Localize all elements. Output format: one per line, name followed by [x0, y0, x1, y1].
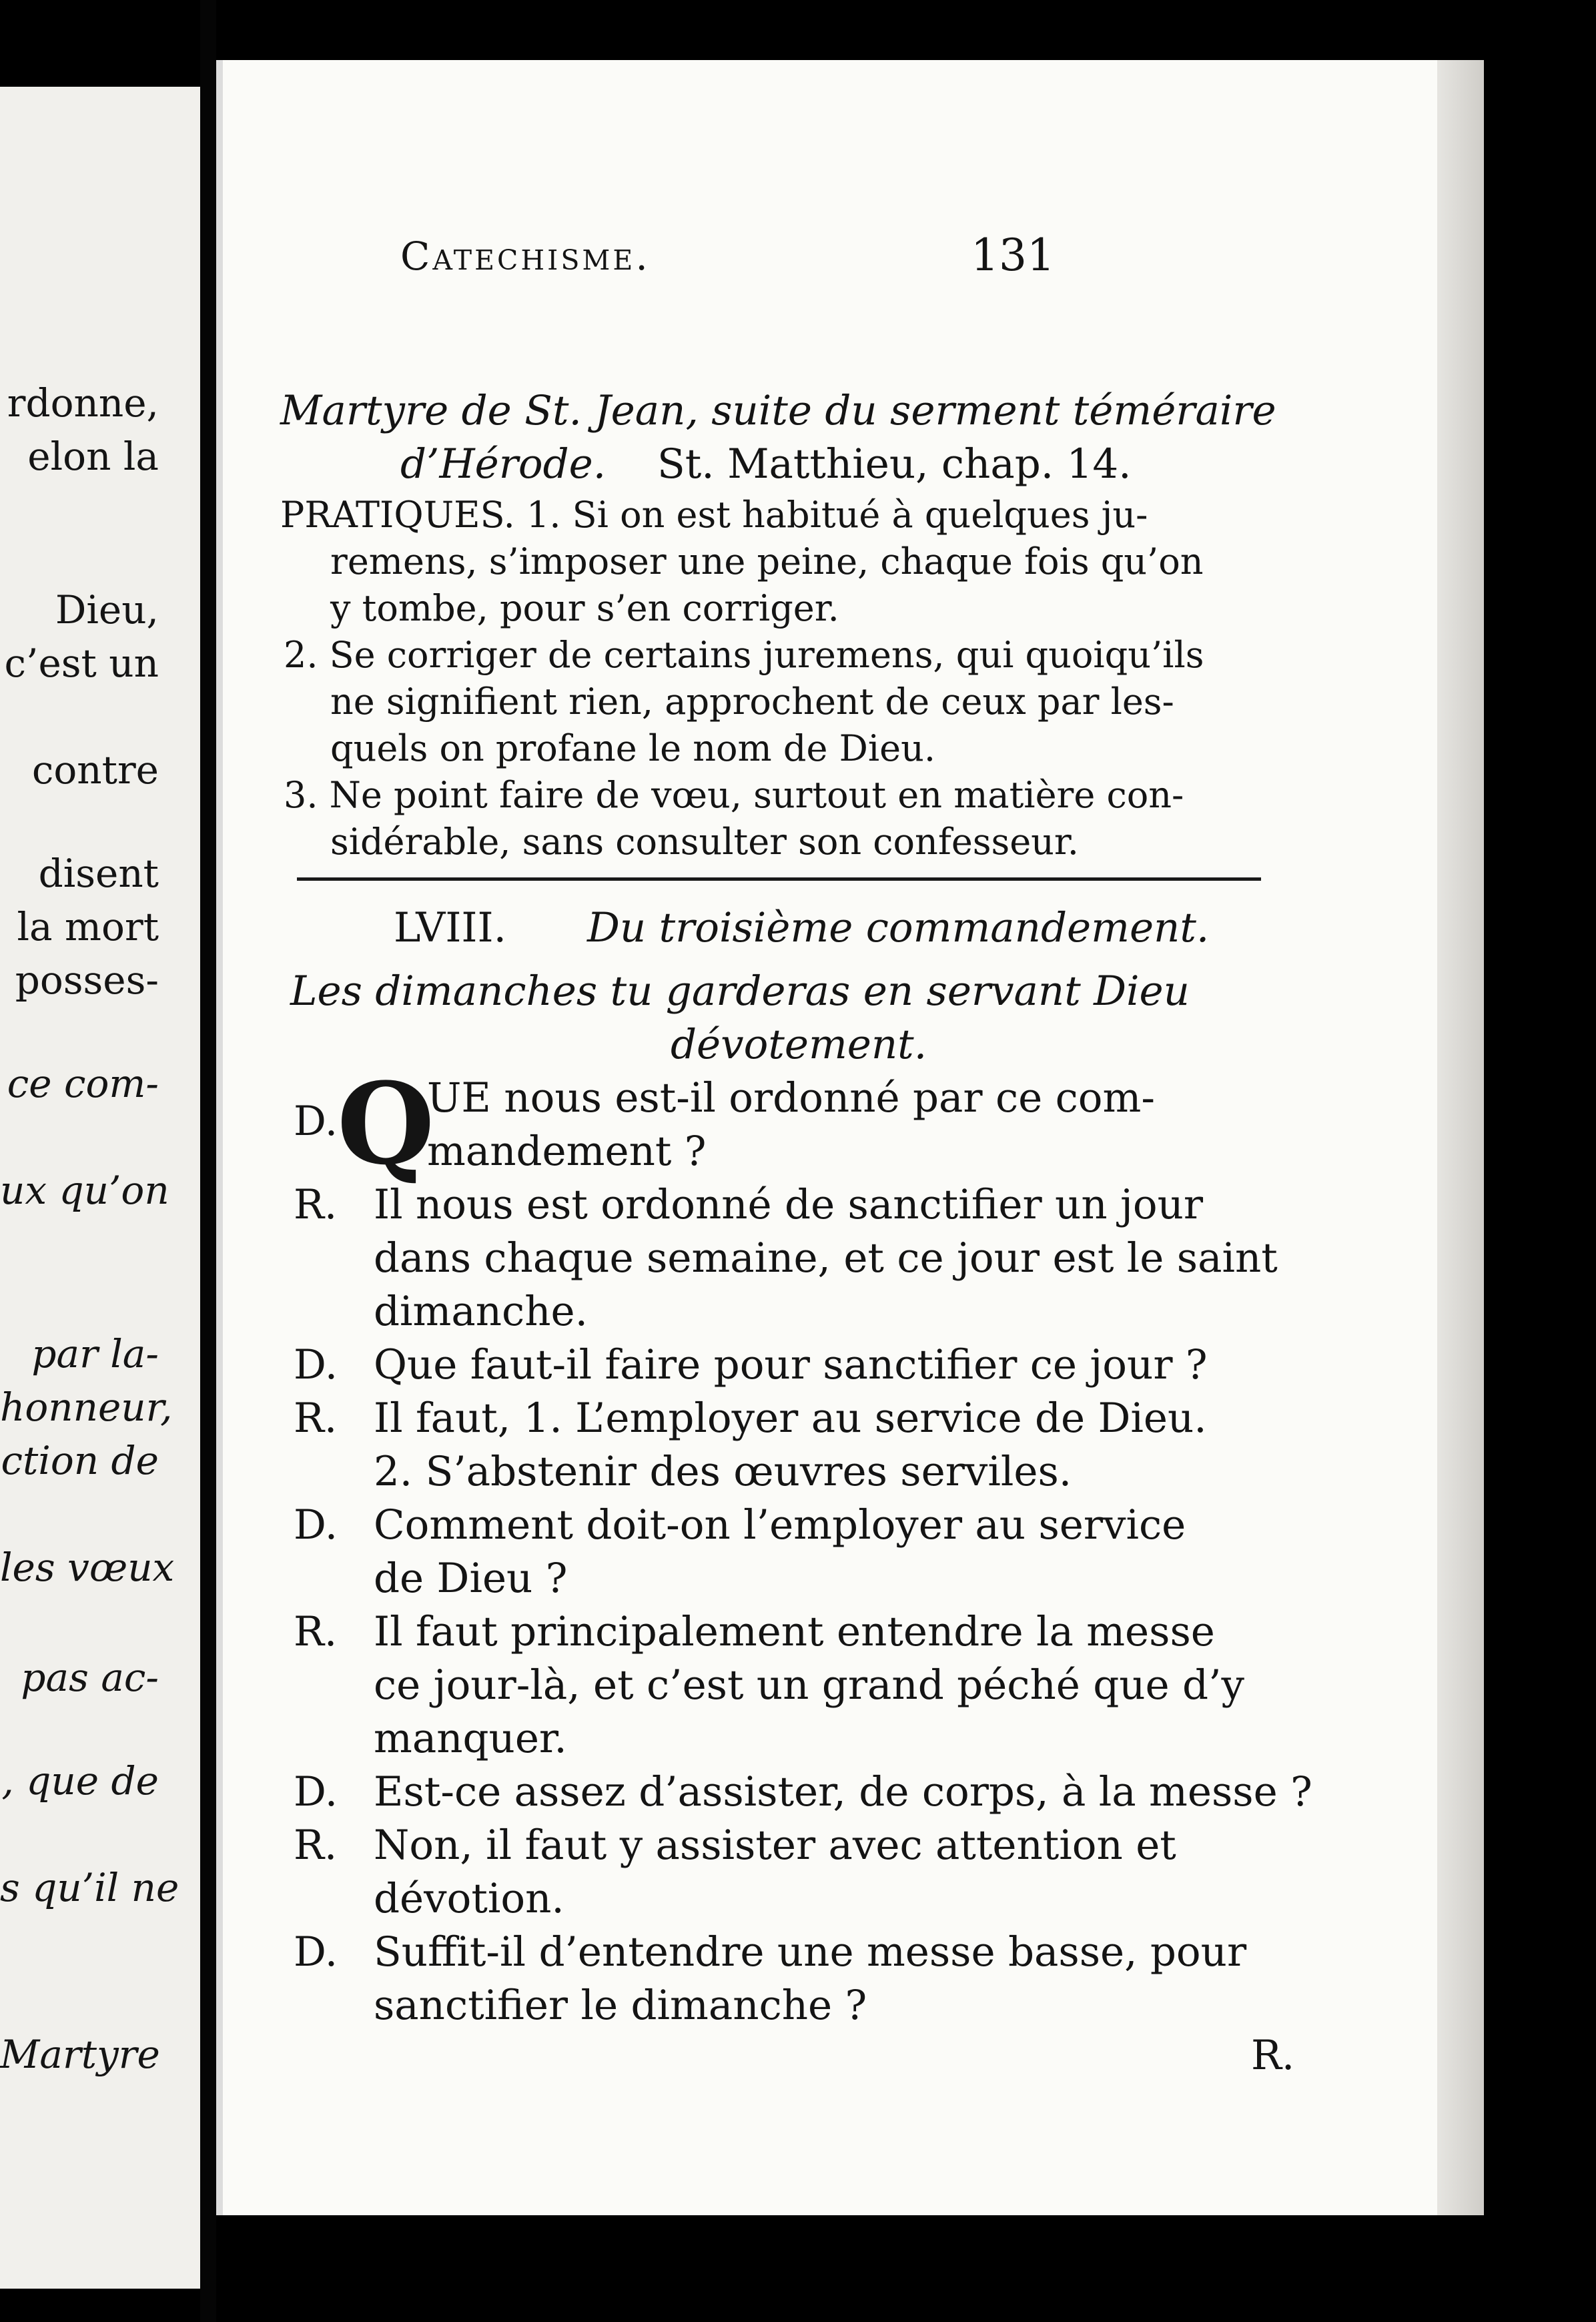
answer-text: Il faut, 1. L’employer au service de Dieu. — [374, 1395, 1207, 1442]
epigraph-line: Les dimanches tu garderas en servant Dieu — [290, 967, 1190, 1015]
catchword: R. — [1251, 2032, 1295, 2079]
left-fragment: disent — [38, 851, 159, 896]
left-fragment: Dieu, — [55, 587, 159, 633]
pratiques-line: ne signifient rien, approchent de ceux par les- — [330, 681, 1174, 723]
left-fragment: honneur, — [0, 1385, 173, 1430]
answer-text: 2. S’abstenir des œuvres serviles. — [374, 1448, 1072, 1495]
left-fragment: pas ac- — [21, 1655, 159, 1700]
left-fragment: s qu’il ne — [0, 1865, 179, 1910]
drop-cap: Q — [337, 1058, 435, 1190]
intro-line: Martyre de St. Jean, suite du serment téméraire — [280, 387, 1276, 434]
left-fragment: c’est un — [4, 641, 159, 686]
answer-text: dans chaque semaine, et ce jour est le saint — [374, 1234, 1278, 1282]
question-text: Est-ce assez d’assister, de corps, à la messe ? — [374, 1768, 1312, 1816]
left-fragment: la mort — [17, 904, 159, 949]
question-marker: D. — [294, 1341, 338, 1389]
section-divider — [297, 877, 1261, 881]
answer-marker: R. — [294, 1181, 338, 1228]
left-fragment: rdonne, — [7, 380, 159, 426]
section-number: LVIII. — [394, 904, 507, 951]
question-text: sanctifier le dimanche ? — [374, 1982, 867, 2029]
page-number: 131 — [971, 230, 1055, 281]
page-edge — [1437, 60, 1484, 2215]
answer-text: Il faut principalement entendre la messe — [374, 1608, 1215, 1655]
question-marker: D. — [294, 1928, 338, 1976]
answer-marker: R. — [294, 1608, 338, 1655]
pratiques-line: quels on profane le nom de Dieu. — [330, 727, 936, 769]
answer-text: ce jour-là, et c’est un grand péché que d’y — [374, 1661, 1244, 1709]
pratiques-line: y tombe, pour s’en corriger. — [330, 587, 839, 629]
left-fragment: ction de — [1, 1438, 159, 1483]
left-fragment: par la- — [31, 1331, 159, 1377]
section-title: Du troisième commandement. — [587, 904, 1210, 951]
intro-line: St. Matthieu, chap. 14. — [657, 440, 1132, 488]
question-text: Comment doit-on l’employer au service — [374, 1501, 1186, 1549]
question-text: Suffit-il d’entendre une messe basse, pour — [374, 1928, 1247, 1976]
pratiques-line: remens, s’imposer une peine, chaque fois qu’on — [330, 540, 1204, 583]
pratiques-line: 2. Se corriger de certains juremens, qui quoiqu’ils — [284, 634, 1204, 676]
answer-text: dévotion. — [374, 1875, 564, 1922]
pratiques-line: sidérable, sans consulter son confesseur. — [330, 821, 1079, 863]
answer-text: manquer. — [374, 1715, 567, 1762]
answer-text: dimanche. — [374, 1288, 588, 1335]
left-fragment: contre — [31, 747, 159, 793]
question-marker: D. — [294, 1098, 338, 1145]
pratiques-line: 3. Ne point faire de vœu, surtout en matière con- — [284, 774, 1184, 816]
left-fragment: ux qu’on — [0, 1168, 169, 1213]
intro-line: d’Hérode. — [400, 440, 607, 488]
answer-text: Il nous est ordonné de sanctifier un jour — [374, 1181, 1204, 1228]
answer-marker: R. — [294, 1395, 338, 1442]
question-text: mandement ? — [427, 1128, 707, 1175]
left-fragment: elon la — [27, 434, 159, 479]
left-fragment: , que de — [1, 1758, 159, 1804]
left-fragment: posses- — [15, 957, 159, 1003]
left-fragment: les vœux — [0, 1545, 175, 1590]
book-gutter — [200, 0, 216, 2322]
left-fragment: ce com- — [7, 1061, 159, 1106]
epigraph-line: dévotement. — [671, 1021, 927, 1068]
left-fragment: Martyre — [0, 2032, 160, 2077]
pratiques-line: PRATIQUES. 1. Si on est habitué à quelques ju- — [280, 494, 1148, 536]
question-marker: D. — [294, 1501, 338, 1549]
running-header-title: Catechisme. — [400, 234, 651, 279]
answer-marker: R. — [294, 1822, 338, 1869]
question-text: de Dieu ? — [374, 1555, 568, 1602]
answer-text: Non, il faut y assister avec attention et — [374, 1822, 1176, 1869]
question-text: Que faut-il faire pour sanctifier ce jour ? — [374, 1341, 1208, 1389]
question-text: UE nous est-il ordonné par ce com- — [427, 1074, 1155, 1122]
left-facing-page — [0, 87, 200, 2289]
question-marker: D. — [294, 1768, 338, 1816]
